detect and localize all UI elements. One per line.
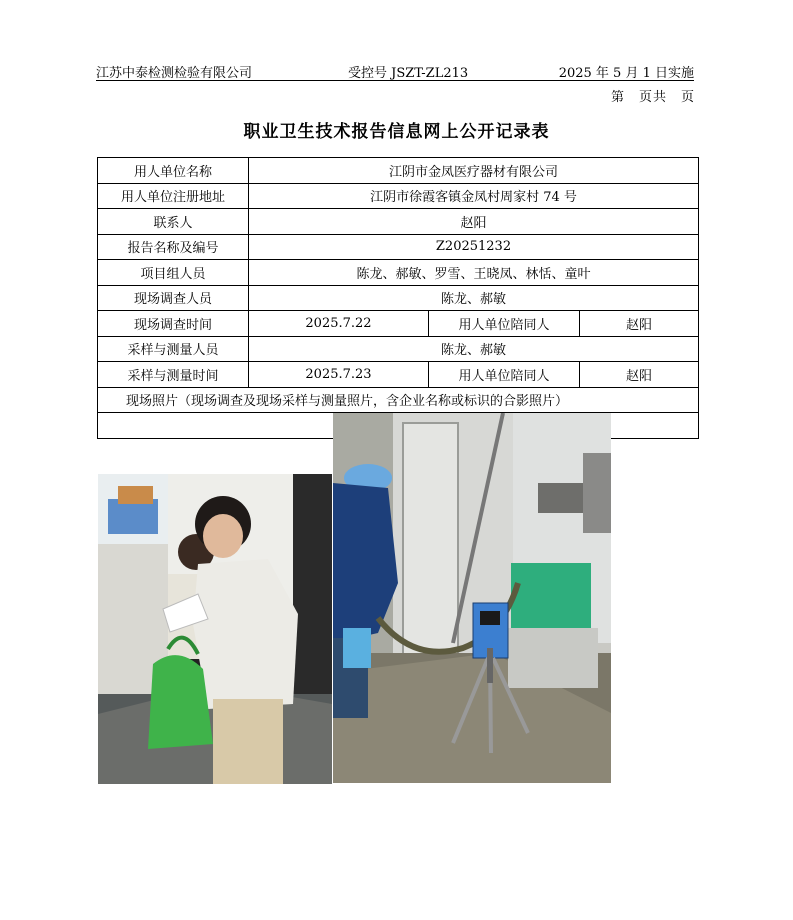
accompany-label-2: 用人单位陪同人 — [429, 362, 580, 388]
address-value: 江阴市徐霞客镇金凤村周家村 74 号 — [249, 183, 699, 209]
sampling-time-value: 2025.7.23 — [249, 362, 429, 388]
contact-label: 联系人 — [98, 209, 249, 235]
accompany-label-1: 用人单位陪同人 — [429, 311, 580, 337]
table-row — [98, 209, 699, 235]
contact-value: 赵阳 — [249, 209, 699, 235]
table-row — [98, 183, 699, 209]
table-row — [98, 260, 699, 286]
table-row — [98, 336, 699, 362]
survey-time-value: 2025.7.22 — [249, 311, 429, 337]
table-row — [98, 387, 699, 413]
page-title: 职业卫生技术报告信息网上公开记录表 — [243, 122, 550, 142]
company-name: 江苏中泰检测检验有限公司 — [96, 66, 253, 81]
report-label: 报告名称及编号 — [98, 234, 249, 260]
team-label: 项目组人员 — [98, 260, 249, 286]
accompany-value-2: 赵阳 — [580, 362, 699, 388]
table-row — [98, 413, 699, 439]
survey-staff-label: 现场调查人员 — [98, 285, 249, 311]
table-row — [98, 311, 699, 337]
page-label-1: 第 — [610, 90, 625, 105]
photos-label: 现场照片（现场调查及现场采样与测量照片，含企业名称或标识的合影照片） — [98, 387, 699, 413]
unit-name-label: 用人单位名称 — [98, 158, 249, 184]
accompany-value-1: 赵阳 — [580, 311, 699, 337]
header-divider — [96, 80, 694, 81]
table-row — [98, 285, 699, 311]
page-label-3: 页 — [680, 90, 695, 105]
report-value: Z20251232 — [249, 234, 699, 260]
unit-name-value: 江阴市金凤医疗器材有限公司 — [249, 158, 699, 184]
table-row — [98, 158, 699, 184]
page-number — [603, 86, 695, 105]
table-row — [98, 362, 699, 388]
survey-time-label: 现场调查时间 — [98, 311, 249, 337]
survey-staff-value: 陈龙、郝敏 — [249, 285, 699, 311]
sampling-time-label: 采样与测量时间 — [98, 362, 249, 388]
table-row — [98, 234, 699, 260]
photos-cell — [98, 413, 699, 439]
page-label-2: 页共 — [638, 90, 667, 105]
sampling-photo — [333, 413, 611, 783]
sampling-staff-label: 采样与测量人员 — [98, 336, 249, 362]
control-number: 受控号 JSZT-ZL213 — [348, 66, 469, 81]
sampling-staff-value: 陈龙、郝敏 — [249, 336, 699, 362]
effective-date: 2025 年 5 月 1 日实施 — [558, 66, 694, 81]
team-value: 陈龙、郝敏、罗雪、王晓凤、林恬、童叶 — [249, 260, 699, 286]
record-table — [97, 157, 699, 439]
survey-photo — [98, 474, 332, 784]
address-label: 用人单位注册地址 — [98, 183, 249, 209]
